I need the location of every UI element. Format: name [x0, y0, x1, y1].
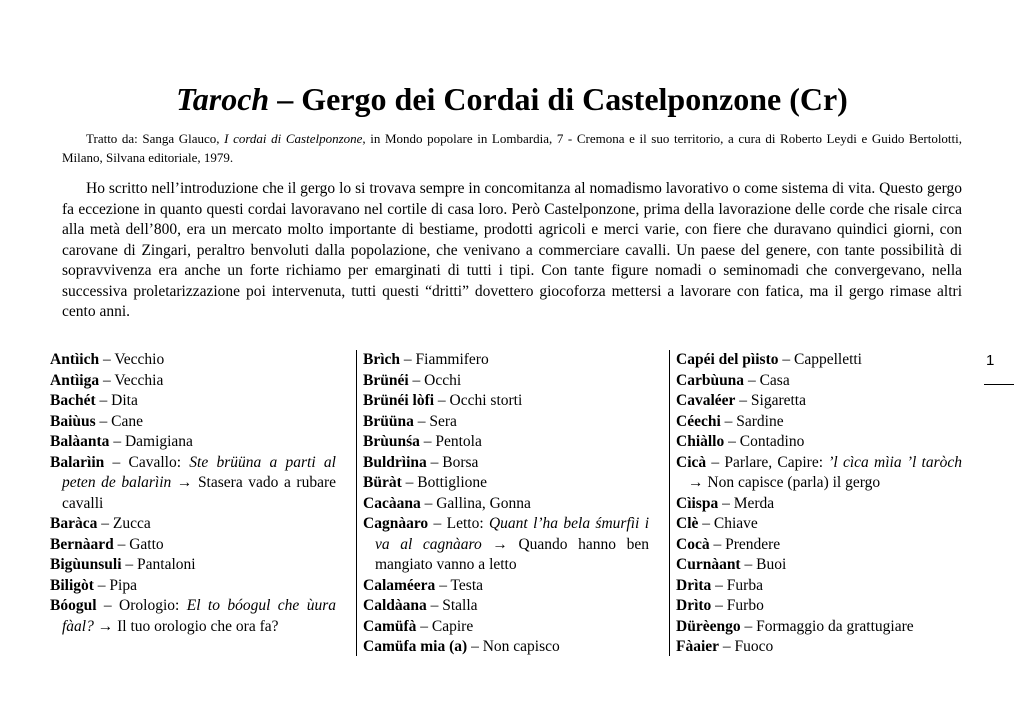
- glossary-definition: – Vecchia: [99, 371, 164, 389]
- glossary-column-3: [676, 350, 962, 658]
- arrow-symbol: →: [688, 474, 708, 491]
- glossary-entry: [50, 535, 336, 556]
- column-divider: [356, 350, 357, 656]
- glossary-definition: – Contadino: [724, 433, 805, 450]
- glossary-term: Caldàana: [363, 597, 427, 614]
- column-divider: [669, 350, 670, 656]
- source-prefix: Tratto da: Sanga Glauco,: [86, 131, 225, 146]
- glossary-entry: [676, 555, 962, 576]
- glossary-entry: [676, 637, 962, 658]
- source-citation: [62, 129, 962, 167]
- glossary-translation: Non capisce (parla) il gergo: [707, 474, 881, 491]
- glossary-term: Baràca: [50, 515, 98, 532]
- glossary-definition: – Letto:: [428, 515, 489, 532]
- glossary-definition: – Parlare, Capire:: [706, 453, 829, 471]
- glossary-term: Brünéi lòfi: [363, 392, 435, 409]
- glossary-term: Antìich: [50, 351, 100, 368]
- glossary-entry: [363, 473, 649, 494]
- glossary-entry: [363, 391, 649, 412]
- glossary-definition: – Gallina, Gonna: [420, 494, 531, 512]
- glossary-definition: – Fiammifero: [400, 351, 489, 368]
- glossary-definition: – Gatto: [113, 535, 164, 553]
- glossary-entry: [363, 596, 649, 617]
- glossary-translation: Il tuo orologio che ora fa?: [117, 617, 279, 635]
- page-title: [0, 80, 1024, 118]
- glossary-definition: – Sardine: [720, 412, 784, 430]
- glossary-term: Capéi del pìisto: [676, 351, 779, 368]
- intro-paragraph: Ho scritto nell’introduzione che il gergo lo si trovava sempre in concomitanza al nomadismo lavorativo o come sistema di vita. Questo gergo fa eccezione in quanto questi cordai lavoravano nel cortile di casa loro. Però Castelponzone, prima della lavorazione delle corde che risale circa alla metà dell’800, era un mercato molto importante di bestiame, prodotti agricoli e merci varie, con fiere che duravano quindici giorni, con carovane di Zingari, peraltro benvoluti dalla popolazione, che venivano a commerciare cavalli. Un paese del genere, con tante possibilità di sopravvivenza era anche un forte richiamo per emarginati di tutti i tipi. Con tante figure nomadi o seminomadi che convergevano, nella successiva proletarizzazione poi intervenuta, tutti questi “dritti” dovettero giocoforza mettersi a lavorare con fatica, ma il gergo rimase altri cento anni.: [62, 180, 962, 320]
- glossary-definition: – Occhi: [408, 371, 462, 389]
- glossary-entry: [363, 371, 649, 392]
- glossary-entry: [50, 350, 336, 371]
- glossary-term: Cavaléer: [676, 392, 736, 409]
- glossary-definition: – Capire: [416, 617, 474, 635]
- glossary-translation: Stasera vado a rubare cavalli: [62, 474, 336, 512]
- glossary-entry: [363, 514, 649, 576]
- glossary-definition: – Merda: [718, 494, 775, 512]
- glossary-term: Bigùunsuli: [50, 556, 122, 573]
- glossary-definition: – Cavallo:: [104, 453, 190, 471]
- glossary-definition: – Zucca: [97, 515, 151, 532]
- glossary-entry: [363, 494, 649, 515]
- glossary-term: Brìch: [363, 351, 401, 368]
- glossary-term: Antìiga: [50, 371, 100, 389]
- glossary-term: Balàanta: [50, 433, 110, 450]
- glossary-entry: [50, 555, 336, 576]
- glossary-entry: [676, 535, 962, 556]
- glossary-definition: – Sera: [413, 412, 457, 430]
- glossary-term: Bernàard: [50, 535, 114, 553]
- glossary-term: Brùunśa: [363, 433, 420, 450]
- glossary-entry: [676, 596, 962, 617]
- glossary-term: Camüfà: [363, 617, 417, 635]
- glossary-term: Brüüna: [363, 412, 414, 430]
- glossary-entry: [363, 453, 649, 474]
- glossary-example: Ste brüüna a parti al peten de balarìin: [62, 453, 336, 491]
- glossary-definition: – Chiave: [698, 515, 758, 532]
- glossary-definition: – Bottiglione: [401, 474, 487, 491]
- glossary-definition: – Orologio:: [96, 597, 187, 614]
- glossary-definition: – Damigiana: [109, 433, 193, 450]
- glossary-example: ’l cìca mìia ’l taròch: [828, 453, 962, 471]
- glossary-entry: [50, 432, 336, 453]
- glossary-definition: – Buoi: [740, 556, 787, 573]
- glossary-entry: [676, 432, 962, 453]
- glossary-term: Cocà: [676, 535, 710, 553]
- glossary-term: Buldrìina: [363, 453, 427, 471]
- glossary-term: Baiùus: [50, 412, 96, 430]
- glossary-term: Calaméera: [363, 576, 436, 594]
- title-rest: – Gergo dei Cordai di Castelponzone (Cr): [269, 81, 848, 117]
- source-suffix: , in Mondo popolare in Lombardia, 7 - Cremona e il suo territorio, a cura di Roberto Leydi e Guido Bertolotti, Milano, Silvana editoriale, 1979.: [62, 131, 963, 165]
- glossary-term: Carbùuna: [676, 371, 745, 389]
- glossary-term: Cicà: [676, 453, 707, 471]
- glossary-definition: – Vecchio: [99, 351, 165, 368]
- glossary-entry: [363, 432, 649, 453]
- glossary-entry: [676, 494, 962, 515]
- arrow-symbol: →: [93, 617, 118, 635]
- glossary-example: El to bóogul che ùura fàal?: [62, 597, 336, 635]
- glossary-definition: – Stalla: [426, 597, 478, 614]
- glossary-term: Büràt: [363, 474, 402, 491]
- glossary-entry: [676, 412, 962, 433]
- glossary-term: Dürèengo: [676, 617, 741, 635]
- glossary-term: Curnàant: [676, 556, 741, 573]
- glossary-term: Drìta: [676, 576, 712, 594]
- glossary-term: Clè: [676, 515, 699, 532]
- source-book: I cordai di Castelponzone: [224, 131, 363, 146]
- glossary-entry: [676, 391, 962, 412]
- glossary-definition: – Formaggio da grattugiare: [740, 617, 914, 635]
- glossary-column-2: [363, 350, 649, 658]
- glossary-term: Camüfa mia (a): [363, 638, 468, 655]
- glossary-entry: [676, 514, 962, 535]
- glossary-definition: – Sigaretta: [735, 392, 806, 409]
- glossary-entry: [50, 371, 336, 392]
- glossary-definition: – Pantaloni: [121, 556, 196, 573]
- glossary-definition: – Prendere: [709, 535, 781, 553]
- glossary-definition: – Furba: [711, 576, 763, 594]
- glossary-definition: – Cane: [95, 412, 144, 430]
- glossary-definition: – Pentola: [419, 433, 482, 450]
- glossary-entry: [676, 371, 962, 392]
- glossary-entry: [363, 617, 649, 638]
- glossary-entry: [50, 391, 336, 412]
- glossary-entry: [50, 412, 336, 433]
- glossary-entry: [363, 412, 649, 433]
- glossary-definition: – Non capisco: [467, 638, 560, 655]
- glossary-term: Biligòt: [50, 576, 94, 594]
- glossary-term: Balarìin: [50, 453, 105, 471]
- glossary-definition: – Casa: [744, 371, 790, 389]
- glossary-entry: [676, 350, 962, 371]
- title-italic: Taroch: [176, 81, 270, 117]
- glossary-term: Chiàllo: [676, 433, 725, 450]
- glossary-entry: [50, 453, 336, 515]
- glossary-definition: – Cappelletti: [778, 351, 862, 368]
- glossary-term: Cacàana: [363, 494, 421, 512]
- glossary-example: Quant l’ha bela śmurfìi i va al cagnàaro: [375, 515, 649, 553]
- glossary-entry: [50, 596, 336, 637]
- glossary-definition: – Occhi storti: [434, 392, 523, 409]
- glossary-term: Brünéi: [363, 371, 409, 389]
- glossary-definition: – Furbo: [711, 597, 764, 614]
- glossary-entry: [676, 576, 962, 597]
- glossary-term: Cagnàaro: [363, 515, 429, 532]
- glossary-term: Drìto: [676, 597, 712, 614]
- glossary-entry: [676, 617, 962, 638]
- arrow-symbol: →: [171, 474, 198, 491]
- glossary-definition: – Fuoco: [719, 638, 774, 655]
- arrow-symbol: →: [481, 535, 519, 553]
- glossary-term: Céechi: [676, 412, 721, 430]
- glossary-term: Cìispa: [676, 494, 719, 512]
- glossary-term: Bóogul: [50, 597, 97, 614]
- glossary-entry: [363, 576, 649, 597]
- glossary-term: Fàaier: [676, 638, 720, 655]
- glossary-entry: [50, 514, 336, 535]
- glossary-term: Bachét: [50, 392, 96, 409]
- glossary-definition: – Pipa: [93, 576, 137, 594]
- glossary-entry: [363, 350, 649, 371]
- glossary-entry: [363, 637, 649, 658]
- glossary-definition: – Borsa: [426, 453, 479, 471]
- page-number-rule: [984, 384, 1014, 385]
- glossary-translation: Quando hanno ben mangiato vanno a letto: [375, 535, 649, 573]
- glossary-definition: – Dita: [95, 392, 138, 409]
- glossary-entry: [50, 576, 336, 597]
- glossary-column-1: [50, 350, 336, 637]
- glossary-definition: – Testa: [435, 576, 484, 594]
- page-number: 1: [986, 352, 995, 369]
- glossary-entry: [676, 453, 962, 494]
